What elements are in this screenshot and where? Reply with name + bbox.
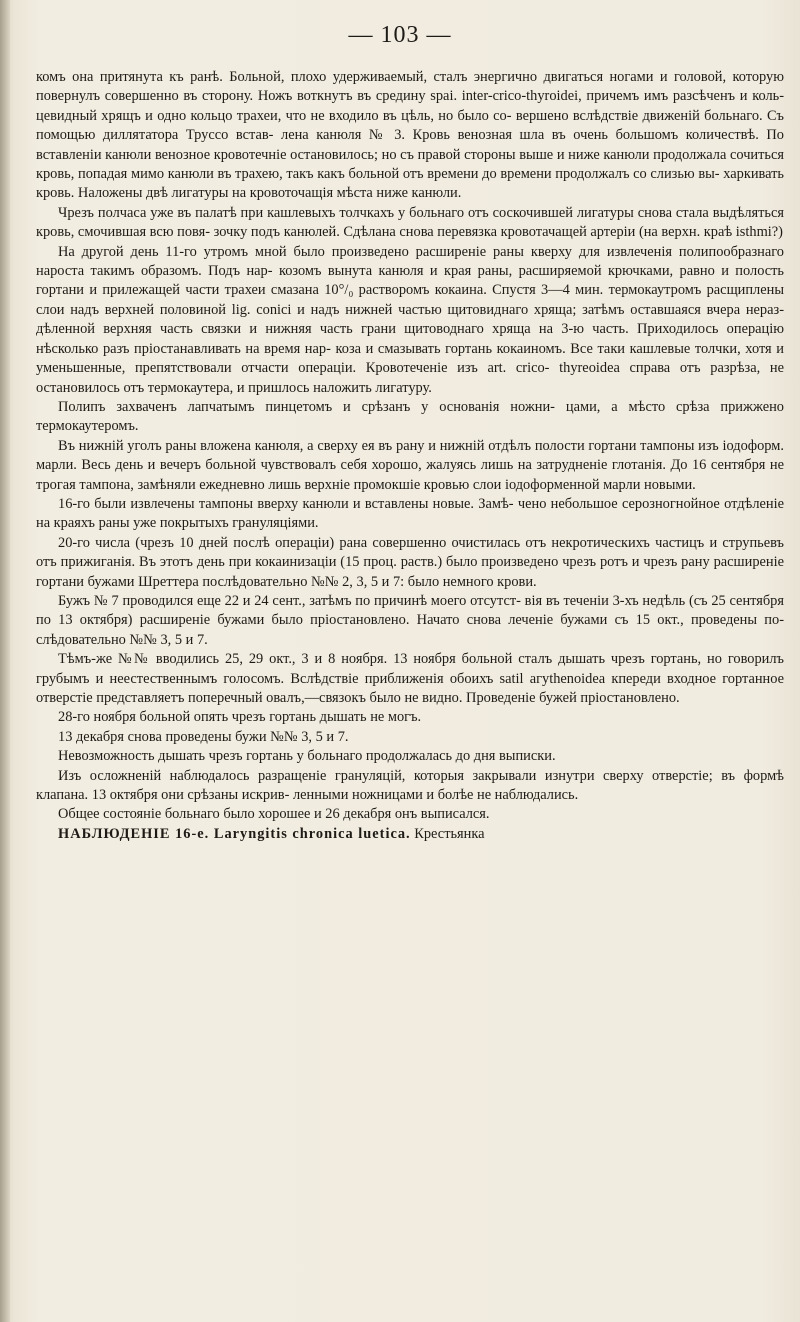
paragraph: Тѣмъ-же №№ вводились 25, 29 окт., 3 и 8 ноября. 13 ноября больной сталъ дышать чрезъ гортань, но говорилъ грубымъ и неестественнымъ голосомъ. Вслѣдствіе приближенія обоихъ satil aгуthenoidea кпереди входное гортанное отверстіе представляетъ поперечный овалъ,—связокъ было не видно. Проведеніе бужей пріостановлено. [36,651,784,706]
paragraph: 28-го ноября больной опять чрезъ гортань дышать не могъ. [58,709,422,726]
paragraph: Полипъ захваченъ лапчатымъ пинцетомъ и срѣзанъ у основанія ножни- цами, а мѣсто срѣза прижжено термокаутеромъ. [36,398,784,435]
paragraph: Въ нижній уголъ раны вложена канюля, а сверху ея въ рану и нижній отдѣлъ полости гортани тампоны изъ іодоформ. марли. Весь день и вечеръ больной чувствовалъ себя хорошо, жалуясь лишь на затрудненіе глотанія. До 16 сентября не трогая тампона, замѣняли ежедневно лишь верхніе промокшіе кровью слои іодоформенной марли новыми. [36,437,784,493]
paragraph: Общее состояніе больнаго было хорошее и 26 декабря онъ выписался. [58,806,490,823]
observation-heading-line [36,825,784,844]
paragraph: комъ она притянута къ ранѣ. Больной, плохо удерживаемый, сталъ энергично двигаться ногами и головой, которую повернулъ совершенно въ сторону. Ножъ воткнутъ въ средину spai. inter-crico-thyroidei, причемъ имъ разсѣченъ и коль- цевидный хрящъ и одно кольцо трахеи, что не входило въ цѣль, но было со- вершено вслѣдствіе движеній больнаго. Съ помощью диллятатора Труссо встав- лена канюля № 3. Кровь венозная шла въ очень большомъ количествѣ. По вставленіи канюли венозное кровотечніе остановилось; но съ правой стороны выше и ниже канюли продолжала сочиться кровь, попадая мимо канюли въ трахею, такъ какъ больной отъ времени до времени продолжалъ со слизью вы- харкивать кровь. Наложены двѣ лигатуры на кровоточащія мѣста ниже канюли. [36,69,784,202]
paragraph: На другой день 11-го утромъ мной было произведено расширеніе раны кверху для извлеченія полипообразнаго нароста такимъ образомъ. Подъ нар- козомъ вынута канюля и края раны, расширяемой крючками, равно и полость гортани и прилежащей части трахеи смазана 10°/₀ растворомъ кокаина. Спустя 3—4 мин. термокаутромъ расщиплены слои надъ верхней половиной lig. conici и надъ нижней частью щитовиднаго хряща; затѣмъ оставшаяся вчера нераз- дѣленной верхняя часть связки и нижняя часть грани щитоводнаго хряща на 3-ю часть. Приходилось операцію нѣсколько разъ пріостанавливать на время нар- коза и смазывать гортань кокаиномъ. Все таки кашлевые толчки, хотя и уменьшенные, препятствовали отчасти операціи. Кровотеченіе изъ art. crico- thyreoidea справа отъ разрѣза, не остановилось отъ термокаутера, и пришлось наложить лигатуру. [36,243,784,396]
observation-heading-tail: Крестьянка [414,825,485,842]
paragraph: Чрезъ полчаса уже въ палатѣ при кашлевыхъ толчкахъ у больнаго отъ соскочившей лигатуры снова стала выдѣляться кровь, смочившая всю повя- зочку подъ канюлей. Сдѣлана снова перевязка кровотачащей артеріи (на верхн. краѣ isthmi?) [36,204,784,241]
paragraph: Невозможность дышать чрезъ гортань у больнаго продолжалась до дня выписки. [58,748,556,765]
paragraph: Бужъ № 7 проводился еще 22 и 24 сент., затѣмъ по причинѣ моего отсутст- вія въ теченіи 3-хъ недѣль (съ 25 сентября по 13 октября) расширеніе бужами было пріостановлено. Начато снова леченіе бужами съ 15 окт., проведены по- слѣдовательно №№ 3, 5 и 7. [36,592,784,648]
paragraph: 16-го были извлечены тампоны вверху канюли и вставлены новые. Замѣ- чено небольшое серозногнойное отдѣленіе на краяхъ раны уже покрытыхъ грануляціями. [36,495,784,532]
paragraph: Изъ осложненій наблюдалось разращеніе грануляцій, которыя закрывали изнутри сверху отверстіе; въ формѣ клапана. 13 октября они срѣзаны искрив- ленными ножницами и болѣе не наблюдались. [36,767,784,804]
paragraph: 13 декабря снова проведены бужи №№ 3, 5 и 7. [58,728,349,745]
body-text [36,68,784,844]
page-number: — 103 — [348,22,452,48]
paragraph: 20-го числа (чрезъ 10 дней послѣ операціи) рана совершенно очистилась отъ некротическихъ частицъ и струпьевъ отъ прижиганія. Въ этотъ день при кокаинизаціи (15 проц. раств.) было произведено чрезъ ротъ и чрезъ рану расширеніе гортани бужами Шреттера послѣдовательно №№ 2, 3, 5 и 7: было немного крови. [36,534,784,590]
observation-heading: НАБЛЮДЕНІЕ 16-е. Laryngitis chronica luetica. [58,825,411,842]
binding-shadow [0,0,10,1322]
